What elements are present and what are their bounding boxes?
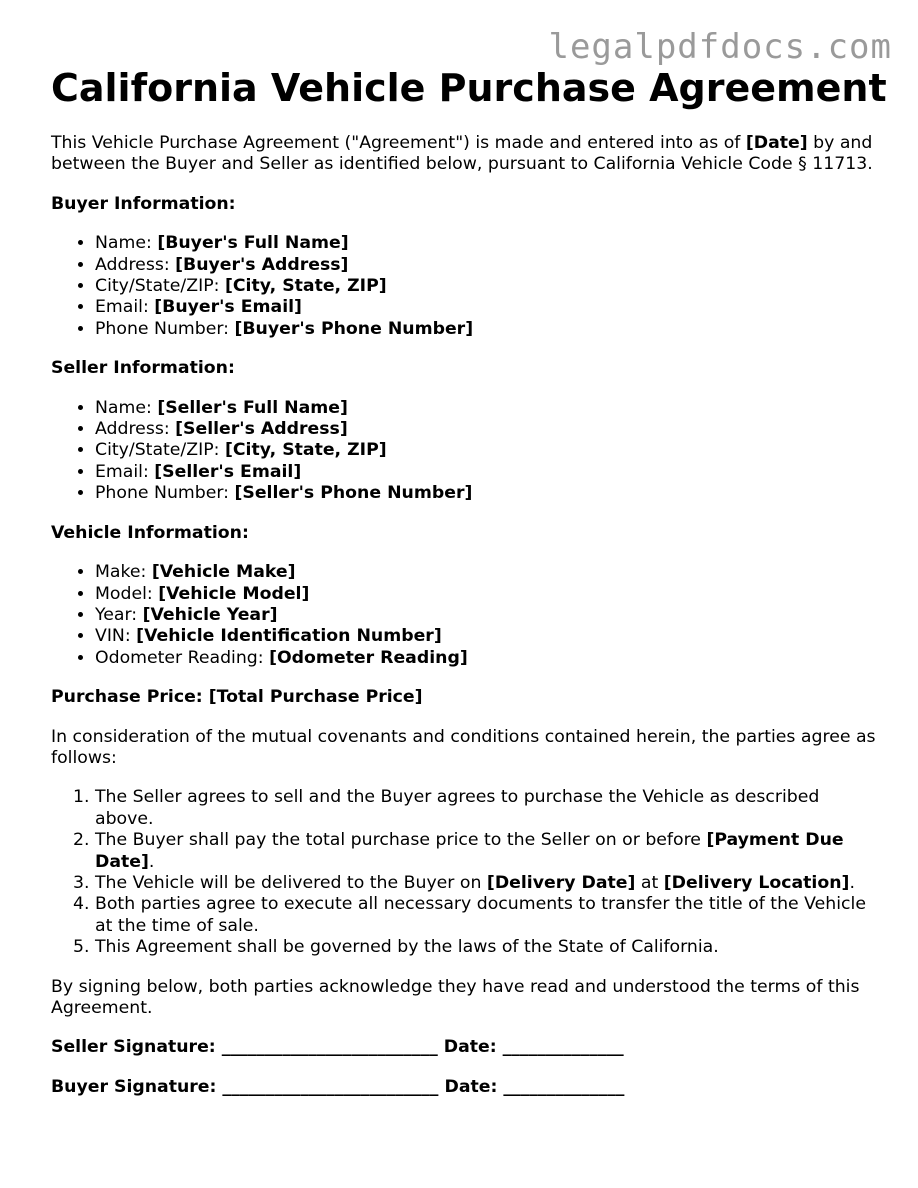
purchase-price-heading: Purchase Price: [Total Purchase Price] xyxy=(51,687,423,708)
item-value: [Buyer's Email] xyxy=(154,297,302,318)
intro-text-before: This Vehicle Purchase Agreement ("Agreement") is made and entered into as of xyxy=(51,133,746,153)
item-value: [Buyer's Phone Number] xyxy=(234,318,474,339)
item-label: Name: xyxy=(95,233,158,254)
item-value: [Buyer's Address] xyxy=(175,254,349,275)
closing-paragraph: By signing below, both parties acknowledge they have read and understood the terms of this Agreement. xyxy=(51,976,860,1018)
vehicle-heading: Vehicle Information: xyxy=(51,522,249,543)
item-value: [Vehicle Year] xyxy=(142,604,278,625)
terms-list xyxy=(51,787,881,958)
item-value: [Seller's Address] xyxy=(175,419,348,440)
item-value: [Odometer Reading] xyxy=(269,647,468,668)
list-item xyxy=(95,440,881,461)
term-text: The Buyer shall pay the total purchase price to the Seller on or before xyxy=(95,830,707,851)
delivery-location-placeholder: [Delivery Location] xyxy=(663,872,850,893)
buyer-signature-line: Buyer Signature: _________________________ Date: ______________ xyxy=(51,1076,625,1097)
item-value: [Vehicle Make] xyxy=(151,562,296,583)
term-text: Both parties agree to execute all necessary documents to transfer the title of the Vehicle at the time of sale. xyxy=(95,894,866,936)
term-text: This Agreement shall be governed by the laws of the State of California. xyxy=(95,937,719,958)
list-item xyxy=(95,483,881,504)
item-label: Name: xyxy=(95,397,158,418)
term-item xyxy=(95,873,881,894)
item-value: [Vehicle Model] xyxy=(158,583,310,604)
term-item xyxy=(95,830,881,873)
list-item xyxy=(95,419,881,440)
item-label: Email: xyxy=(95,461,155,482)
list-item xyxy=(95,584,881,605)
item-label: Phone Number: xyxy=(95,483,235,504)
seller-signature-line: Seller Signature: _________________________ Date: ______________ xyxy=(51,1037,624,1058)
item-value: [City, State, ZIP] xyxy=(224,276,387,297)
item-value: [Seller's Email] xyxy=(154,461,302,482)
seller-list xyxy=(51,398,881,505)
item-value: [Seller's Phone Number] xyxy=(234,483,473,504)
term-text: The Vehicle will be delivered to the Buyer on xyxy=(95,872,487,893)
watermark-logo: legalpdfdocs.com xyxy=(548,27,892,67)
term-text: at xyxy=(635,872,664,893)
consideration-paragraph: In consideration of the mutual covenants and conditions contained herein, the parties agree as follows: xyxy=(51,726,876,768)
seller-heading: Seller Information: xyxy=(51,358,235,379)
intro-date-placeholder: [Date] xyxy=(745,133,808,153)
term-item xyxy=(95,787,881,830)
term-item xyxy=(95,937,881,958)
list-item xyxy=(95,398,881,419)
payment-due-date-placeholder: [Payment Due Date] xyxy=(95,830,844,872)
document-title: California Vehicle Purchase Agreement xyxy=(51,66,887,110)
term-item xyxy=(95,894,881,937)
item-value: [Vehicle Identification Number] xyxy=(136,626,442,647)
list-item xyxy=(95,233,881,254)
item-label: Model: xyxy=(95,583,159,604)
list-item xyxy=(95,648,881,669)
intro-paragraph xyxy=(51,133,881,176)
term-text: . xyxy=(849,872,855,893)
item-value: [City, State, ZIP] xyxy=(224,440,387,461)
item-label: City/State/ZIP: xyxy=(95,440,225,461)
list-item xyxy=(95,276,881,297)
item-label: Address: xyxy=(95,419,176,440)
list-item xyxy=(95,626,881,647)
item-label: Address: xyxy=(95,254,176,275)
list-item xyxy=(95,255,881,276)
vehicle-list xyxy=(51,562,881,669)
list-item xyxy=(95,319,881,340)
buyer-heading: Buyer Information: xyxy=(51,193,236,214)
list-item xyxy=(95,562,881,583)
item-label: Phone Number: xyxy=(95,318,235,339)
item-label: Make: xyxy=(95,562,152,583)
list-item xyxy=(95,605,881,626)
term-text: The Seller agrees to sell and the Buyer agrees to purchase the Vehicle as described above. xyxy=(95,787,820,829)
document-body xyxy=(51,133,881,1116)
list-item xyxy=(95,462,881,483)
item-value: [Buyer's Full Name] xyxy=(157,233,349,254)
list-item xyxy=(95,297,881,318)
item-label: VIN: xyxy=(95,626,137,647)
item-label: City/State/ZIP: xyxy=(95,276,225,297)
buyer-list xyxy=(51,233,881,340)
item-label: Year: xyxy=(95,604,143,625)
term-text: . xyxy=(148,851,155,872)
item-label: Email: xyxy=(95,297,155,318)
delivery-date-placeholder: [Delivery Date] xyxy=(486,872,636,893)
item-label: Odometer Reading: xyxy=(95,647,270,668)
intro-text-after: by and between the Buyer and Seller as identified below, pursuant to California Vehicle Code § 11713. xyxy=(51,133,873,175)
item-value: [Seller's Full Name] xyxy=(157,397,348,418)
